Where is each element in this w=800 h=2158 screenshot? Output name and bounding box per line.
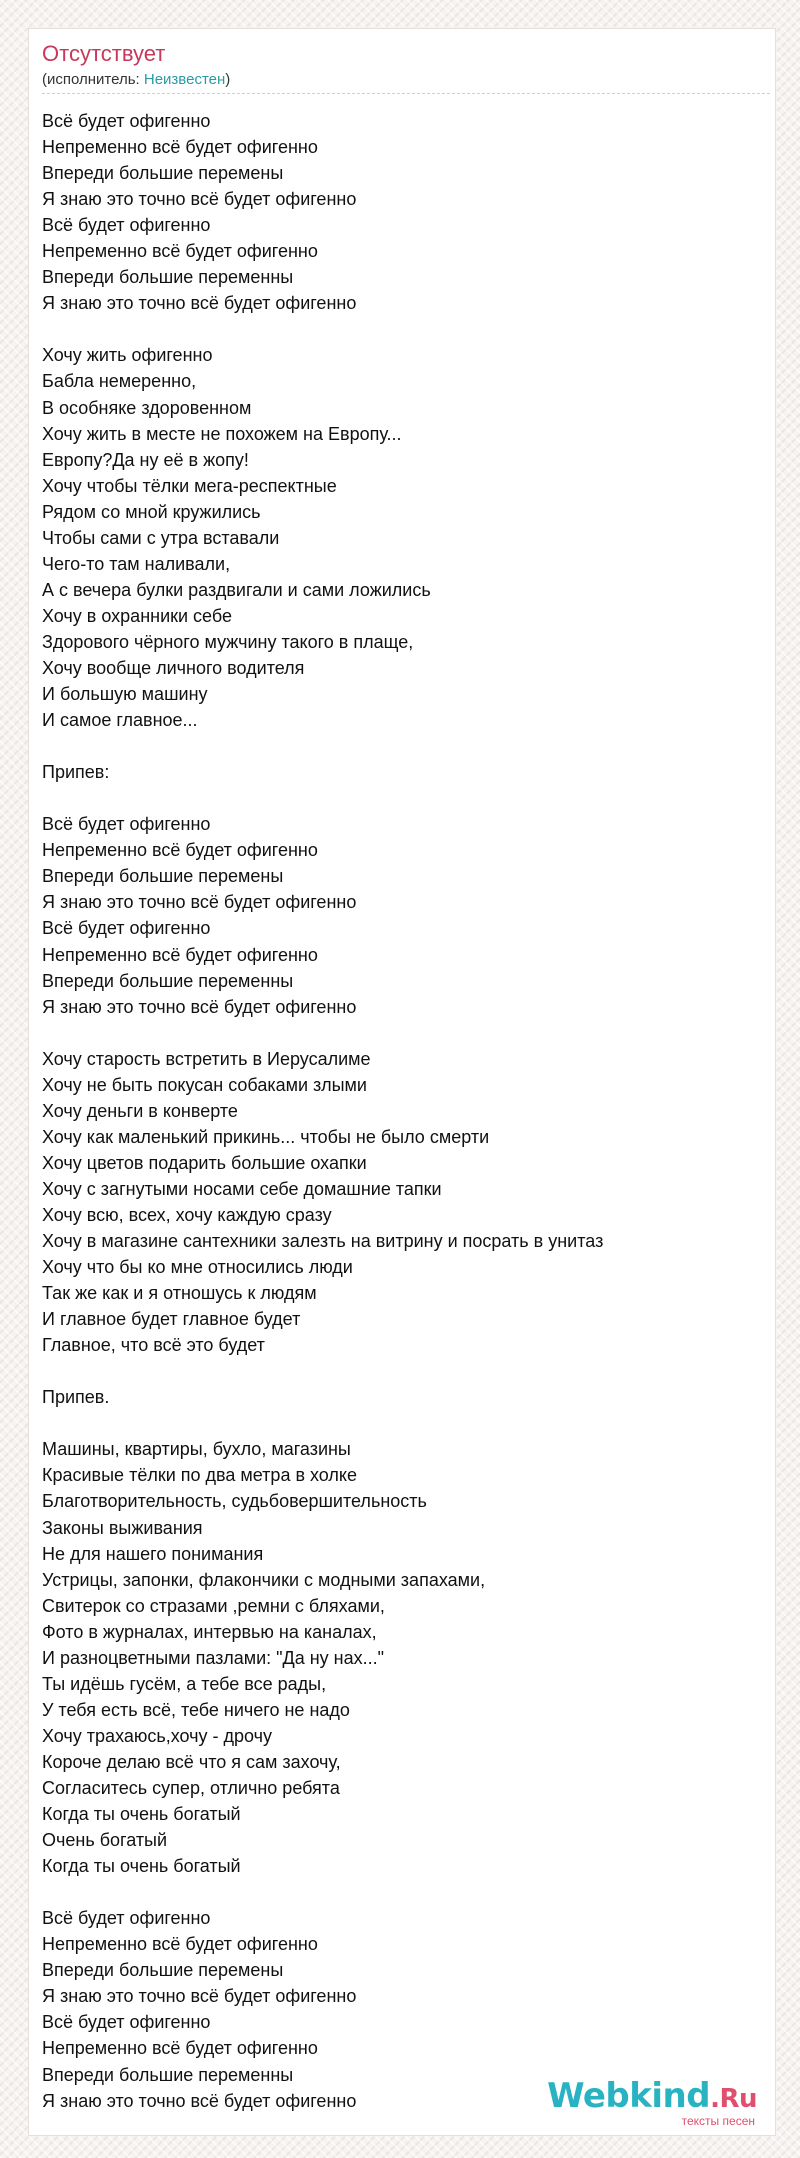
lyrics-line: Непременно всё будет офигенно bbox=[42, 2038, 318, 2059]
lyrics-line: Всё будет офигенно bbox=[42, 918, 211, 939]
lyrics-line: И самое главное... bbox=[42, 710, 198, 731]
lyrics-line: В особняке здоровенном bbox=[42, 397, 252, 418]
lyrics-line: Хочу в охранники себе bbox=[42, 605, 232, 626]
lyrics-line: Хочу в магазине сантехники залезть на витрину и посрать в унитаз bbox=[42, 1231, 604, 1252]
lyrics-text bbox=[42, 108, 603, 2114]
lyrics-blank-line bbox=[42, 1410, 603, 1436]
logo-name: Webkind bbox=[547, 2076, 711, 2116]
lyrics-line: Хочу жить в месте не похожем на Европу... bbox=[42, 423, 402, 444]
lyrics-line: Машины, квартиры, бухло, магазины bbox=[42, 1439, 351, 1460]
artist-line bbox=[42, 71, 230, 89]
lyrics-line: Всё будет офигенно bbox=[42, 215, 211, 236]
lyrics-line: Хочу не быть покусан собаками злыми bbox=[42, 1074, 367, 1095]
lyrics-line: Впереди большие перемены bbox=[42, 163, 284, 184]
lyrics-line: Хочу трахаюсь,хочу - дрочу bbox=[42, 1725, 273, 1746]
lyrics-line: И большую машину bbox=[42, 684, 208, 705]
lyrics-line: Главное, что всё это будет bbox=[42, 1335, 265, 1356]
lyrics-line: Непременно всё будет офигенно bbox=[42, 840, 318, 861]
lyrics-line: Хочу деньги в конверте bbox=[42, 1100, 238, 1121]
lyrics-blank-line bbox=[42, 316, 603, 342]
lyrics-line: Впереди большие перемены bbox=[42, 1960, 284, 1981]
lyrics-line: Непременно всё будет офигенно bbox=[42, 241, 318, 262]
lyrics-line: Всё будет офигенно bbox=[42, 1908, 211, 1929]
lyrics-line: И главное будет главное будет bbox=[42, 1309, 301, 1330]
lyrics-line: Хочу как маленький прикинь... чтобы не было смерти bbox=[42, 1126, 490, 1147]
lyrics-line: Хочу чтобы тёлки мега-респектные bbox=[42, 475, 337, 496]
lyrics-line: Я знаю это точно всё будет офигенно bbox=[42, 2090, 357, 2111]
lyrics-line: Хочу жить офигенно bbox=[42, 345, 213, 366]
lyrics-line: Непременно всё будет офигенно bbox=[42, 137, 318, 158]
lyrics-blank-line bbox=[42, 733, 603, 759]
logo-wordmark bbox=[547, 2078, 757, 2117]
lyrics-line: Рядом со мной кружились bbox=[42, 501, 261, 522]
lyrics-line: Всё будет офигенно bbox=[42, 111, 211, 131]
lyrics-line: Ты идёшь гусём, а тебе все рады, bbox=[42, 1673, 327, 1694]
lyrics-line: Чтобы сами с утра вставали bbox=[42, 527, 280, 548]
lyrics-line: Припев. bbox=[42, 1387, 110, 1408]
lyrics-line: А с вечера булки раздвигали и сами ложились bbox=[42, 579, 431, 600]
lyrics-line: Хочу цветов подарить большие охапки bbox=[42, 1152, 367, 1173]
lyrics-line: Впереди большие переменны bbox=[42, 2064, 294, 2085]
lyrics-line: Впереди большие переменны bbox=[42, 970, 294, 991]
logo-suffix: .Ru bbox=[710, 2084, 757, 2114]
lyrics-line: Европу?Да ну её в жопу! bbox=[42, 449, 249, 470]
lyrics-line: Красивые тёлки по два метра в холке bbox=[42, 1465, 358, 1486]
lyrics-line: Здорового чёрного мужчину такого в плаще, bbox=[42, 631, 414, 652]
lyrics-line: Когда ты очень богатый bbox=[42, 1856, 241, 1877]
lyrics-blank-line bbox=[42, 785, 603, 811]
logo-tagline: тексты песен bbox=[681, 2114, 755, 2128]
artist-suffix: ) bbox=[225, 71, 231, 88]
lyrics-blank-line bbox=[42, 1020, 603, 1046]
lyrics-line: Очень богатый bbox=[42, 1830, 168, 1851]
lyrics-line: Я знаю это точно всё будет офигенно bbox=[42, 189, 357, 210]
lyrics-blank-line bbox=[42, 1879, 603, 1905]
lyrics-line: Чего-то там наливали, bbox=[42, 553, 231, 574]
lyrics-line: Я знаю это точно всё будет офигенно bbox=[42, 1986, 357, 2007]
lyrics-line: Устрицы, запонки, флакончики с модными запахами, bbox=[42, 1569, 486, 1590]
artist-prefix: (исполнитель: bbox=[42, 71, 144, 88]
lyrics-blank-line bbox=[42, 1358, 603, 1384]
lyrics-line: Бабла немеренно, bbox=[42, 371, 197, 392]
lyrics-line: Фото в журналах, интервью на каналах, bbox=[42, 1621, 377, 1642]
lyrics-line: Я знаю это точно всё будет офигенно bbox=[42, 996, 357, 1017]
lyrics-line: Согласитесь супер, отлично ребята bbox=[42, 1778, 340, 1798]
lyrics-line: Хочу с загнутыми носами себе домашние тапки bbox=[42, 1178, 442, 1199]
lyrics-line: Короче делаю всё что я сам захочу, bbox=[42, 1751, 341, 1772]
artist-link[interactable]: Неизвестен bbox=[143, 71, 226, 88]
lyrics-line: Так же как и я отношусь к людям bbox=[42, 1283, 317, 1304]
lyrics-line: Свитерок со стразами ,ремни с бляхами, bbox=[42, 1595, 385, 1616]
lyrics-line: Я знаю это точно всё будет офигенно bbox=[42, 892, 357, 913]
lyrics-line: Когда ты очень богатый bbox=[42, 1804, 241, 1825]
lyrics-line: Непременно всё будет офигенно bbox=[42, 944, 318, 965]
lyrics-line: Хочу старость встретить в Иерусалиме bbox=[42, 1048, 371, 1069]
lyrics-line: Припев: bbox=[42, 762, 110, 783]
song-title: Отсутствует bbox=[42, 41, 166, 66]
lyrics-card bbox=[28, 28, 776, 2136]
dashed-divider bbox=[42, 93, 770, 94]
lyrics-line: Я знаю это точно всё будет офигенно bbox=[42, 293, 357, 314]
lyrics-line: У тебя есть всё, тебе ничего не надо bbox=[42, 1699, 350, 1720]
lyrics-line: Не для нашего понимания bbox=[42, 1543, 264, 1564]
lyrics-line: Впереди большие перемены bbox=[42, 866, 284, 887]
lyrics-line: Непременно всё будет офигенно bbox=[42, 1934, 318, 1955]
lyrics-line: Впереди большие переменны bbox=[42, 267, 294, 288]
lyrics-line: Всё будет офигенно bbox=[42, 814, 211, 835]
lyrics-line: Благотворительность, судьбовершительность bbox=[42, 1491, 427, 1512]
lyrics-line: Хочу что бы ко мне относились люди bbox=[42, 1257, 353, 1278]
lyrics-line: Хочу всю, всех, хочу каждую сразу bbox=[42, 1204, 332, 1225]
lyrics-line: Законы выживания bbox=[42, 1517, 203, 1538]
lyrics-line: Хочу вообще личного водителя bbox=[42, 657, 305, 678]
lyrics-line: И разноцветными пазлами: "Да ну нах..." bbox=[42, 1647, 385, 1668]
lyrics-line: Всё будет офигенно bbox=[42, 2012, 211, 2033]
site-logo[interactable] bbox=[547, 2078, 757, 2127]
